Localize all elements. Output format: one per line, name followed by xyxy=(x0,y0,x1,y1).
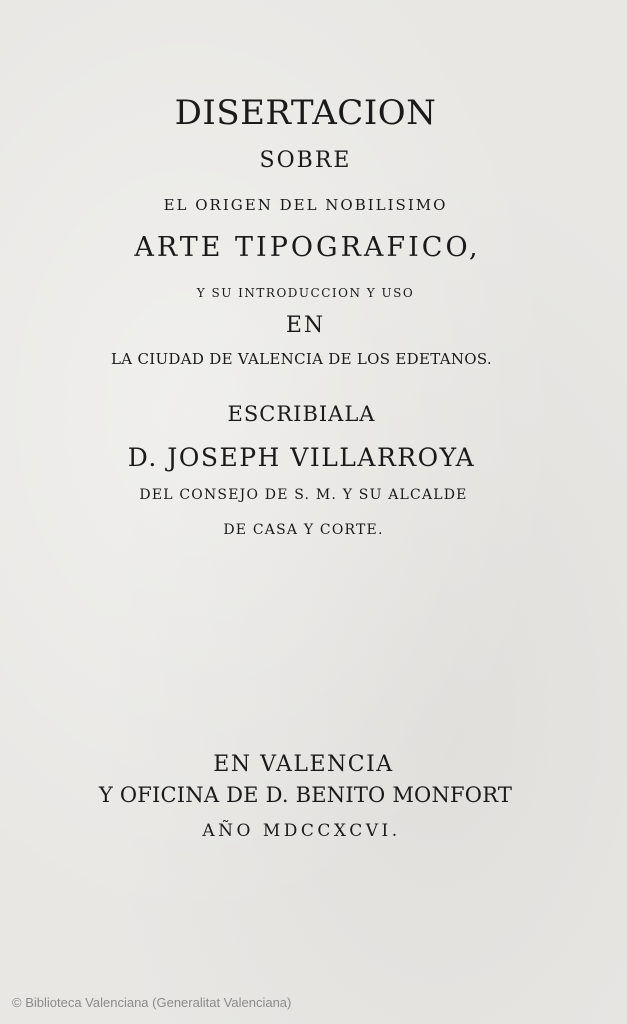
imprint-year: AÑO MDCCXCVI. xyxy=(202,821,401,841)
title-sobre: SOBRE xyxy=(259,148,352,173)
author-title-line2: DE CASA Y CORTE. xyxy=(223,522,384,538)
title-ciudad: LA CIUDAD DE VALENCIA DE LOS EDETANOS. xyxy=(110,350,492,368)
book-title: DISERTACION xyxy=(174,93,437,133)
title-arte: ARTE TIPOGRAFICO, xyxy=(134,232,481,263)
title-en: EN xyxy=(285,313,326,338)
title-origen: EL ORIGEN DEL NOBILISIMO xyxy=(163,196,448,214)
title-introduccion: Y SU INTRODUCCION Y USO xyxy=(196,286,415,300)
imprint-place: EN VALENCIA xyxy=(213,752,394,777)
author-intro: ESCRIBIALA xyxy=(227,402,376,426)
copyright-credit: © Biblioteca Valenciana (Generalitat Valenciana) xyxy=(12,995,292,1010)
imprint-printer: Y OFICINA DE D. BENITO MONFORT xyxy=(98,783,513,807)
author-name: D. JOSEPH VILLARROYA xyxy=(127,443,476,472)
author-title-line1: DEL CONSEJO DE S. M. Y SU ALCALDE xyxy=(139,487,468,503)
